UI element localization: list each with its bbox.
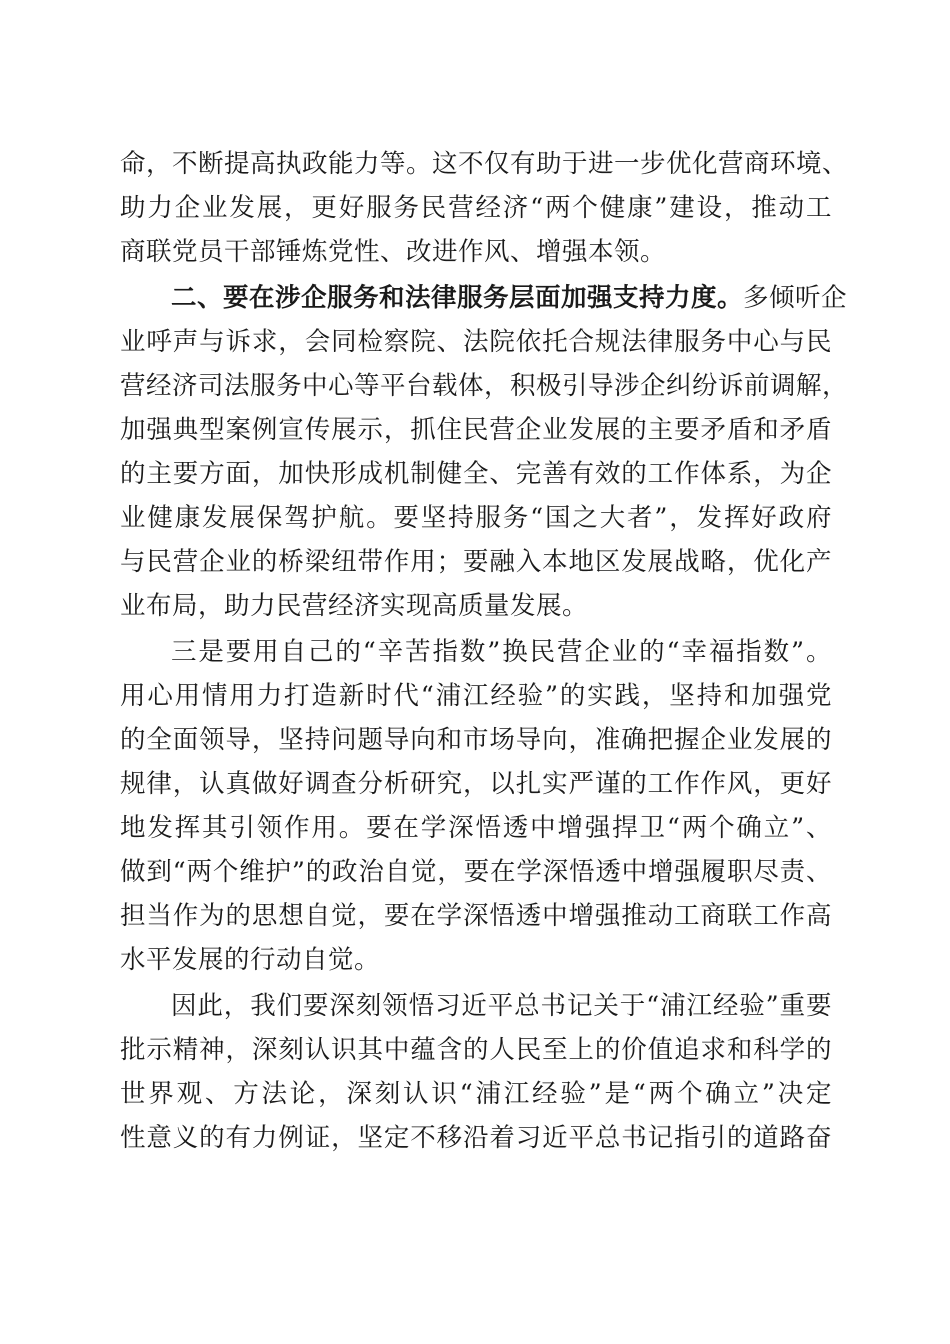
- paragraph-heading: 二、要在涉企服务和法律服务层面加强支持力度。: [171, 283, 744, 313]
- text-line: 商联党员干部锤炼党性、改进作风、增强本领。: [120, 237, 667, 267]
- text-line: 的主要方面，加快形成机制健全、完善有效的工作体系，为企: [120, 459, 832, 489]
- text-line: 业健康发展保驾护航。要坚持服务“国之大者”，发挥好政府: [120, 503, 832, 533]
- text-line: 担当作为的思想自觉，要在学深悟透中增强推动工商联工作高: [120, 901, 832, 931]
- text-line: 业布局，助力民营经济实现高质量发展。: [120, 591, 589, 621]
- text-line: 加强典型案例宣传展示，抓住民营企业发展的主要矛盾和矛盾: [120, 415, 832, 445]
- text-line: 性意义的有力例证，坚定不移沿着习近平总书记指引的道路奋: [120, 1123, 832, 1153]
- text-line: 水平发展的行动自觉。: [120, 945, 381, 975]
- text-line: 用心用情用力打造新时代“浦江经验”的实践，坚持和加强党: [120, 681, 832, 711]
- text-line: 世界观、方法论，深刻认识“浦江经验”是“两个确立”决定: [120, 1079, 832, 1109]
- text-line: 与民营企业的桥梁纽带作用；要融入本地区发展战略，优化产: [120, 547, 832, 577]
- text-line: 命，不断提高执政能力等。这不仅有助于进一步优化营商环境、: [120, 149, 849, 179]
- paragraph-text: 多倾听企: [743, 283, 848, 313]
- paragraph-first-line: 因此，我们要深刻领悟习近平总书记关于“浦江经验”重要: [171, 991, 832, 1021]
- text-line: 规律，认真做好调查分析研究，以扎实严谨的工作作风，更好: [120, 769, 832, 799]
- text-line: 的全面领导，坚持问题导向和市场导向，准确把握企业发展的: [120, 725, 832, 755]
- paragraph-first-line: [171, 276, 848, 320]
- text-line: 助力企业发展，更好服务民营经济“两个健康”建设，推动工: [120, 193, 832, 223]
- text-line: 批示精神，深刻认识其中蕴含的人民至上的价值追求和科学的: [120, 1035, 832, 1065]
- text-line: 业呼声与诉求，会同检察院、法院依托合规法律服务中心与民: [120, 327, 832, 357]
- text-line: 地发挥其引领作用。要在学深悟透中增强捍卫“两个确立”、: [120, 813, 832, 843]
- text-line: 做到“两个维护”的政治自觉，要在学深悟透中增强履职尽责、: [120, 857, 832, 887]
- paragraph-first-line: 三是要用自己的“辛苦指数”换民营企业的“幸福指数”。: [171, 637, 832, 667]
- text-line: 营经济司法服务中心等平台载体，积极引导涉企纠纷诉前调解，: [120, 371, 849, 401]
